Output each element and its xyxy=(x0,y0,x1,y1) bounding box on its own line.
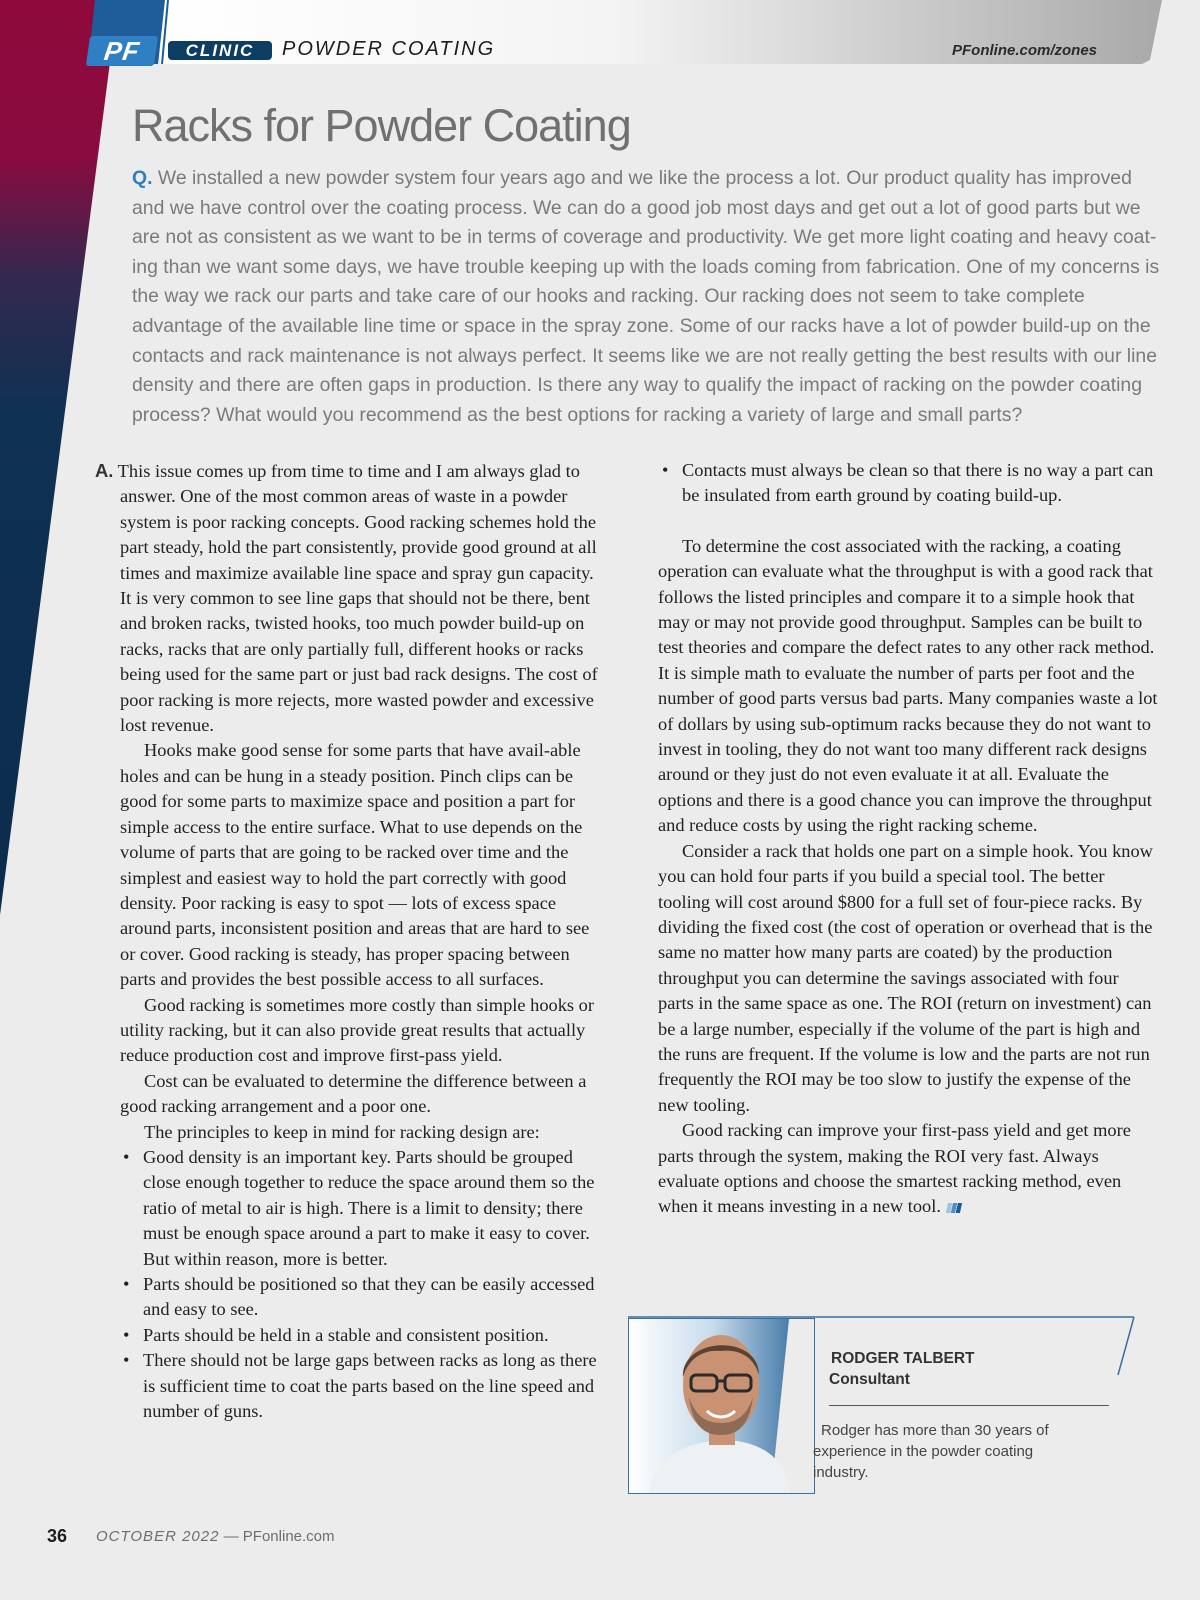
principles-list xyxy=(95,1145,605,1424)
article-title: Racks for Powder Coating xyxy=(132,100,631,151)
paragraph-closing xyxy=(658,1118,1158,1220)
paragraph-costly: Good racking is sometimes more costly than simple hooks or utility racking, but it can also provide great results that actually reduce production cost and improve first-pass yield. xyxy=(120,994,594,1066)
author-name: RODGER TALBERT xyxy=(831,1350,975,1367)
principles-list-continued xyxy=(658,458,1158,509)
question-paragraph xyxy=(132,164,1162,430)
clinic-badge: CLINIC xyxy=(168,41,272,60)
footer-date: OCTOBER 2022 xyxy=(96,1528,220,1545)
answer-intro-paragraph xyxy=(95,458,605,738)
end-mark-icon xyxy=(946,1203,962,1213)
principle-item: • There should not be large gaps between racks as long as there is sufficient time to coat the parts based on the line speed and number of guns. xyxy=(143,1348,605,1424)
paragraph-principles: The principles to keep in mind for racking design are: xyxy=(144,1121,540,1142)
pf-logo: PF xyxy=(86,36,158,66)
principle-item: • Good density is an important key. Parts should be grouped close enough together to reduce the space around them so the ratio of metal to air is high. There is a limit to density; there must be enough space around a part to make it easy to cover. But within reason, more is better. xyxy=(143,1145,605,1272)
principle-item: • Parts should be positioned so that they can be easily accessed and easy to see. xyxy=(143,1272,605,1323)
answer-column-left xyxy=(95,458,605,1424)
footer-issue-line xyxy=(96,1528,335,1545)
paragraph-cost-evaluation: Cost can be evaluated to determine the difference between a good racking arrangement and a poor one. xyxy=(120,1070,587,1117)
bio-divider xyxy=(829,1405,1109,1406)
question-text: We installed a new powder system four years ago and we like the process a lot. Our product quality has improved and we have control over the coating process. We can do a good job most days and get out a lot of good parts but we are not as consistent as we want to be in terms of coverage and productivity. We get more light coating and heavy coat-ing than we want some days, we have trouble keeping up with the loads coming from fabrication. One of my concerns is the way we rack our parts and take care of our hooks and racking. Our racking does not seem to take complete advantage of the available line time or space in the spray zone. Some of our racks have a lot of powder build-up on the contacts and rack maintenance is not always perfect. It seems like we are not really getting the best results with our line density and there are often gaps in production. Is there any way to qualify the impact of racking on the powder coating process? What would you recommend as the best options for racking a variety of large and small parts? xyxy=(132,167,1160,426)
answer-intro-text: This issue comes up from time to time and I am always glad to answer. One of the most common areas of waste in a powder system is poor racking concepts. Good racking schemes hold the part steady, hold the part consistently, provide good ground at all times and maximize available line space and spray gun capacity. It is very common to see line gaps that should not be there, bent and broken racks, twisted hooks, too much powder build-up on racks, racks that are only partially full, different hooks or racks being used for the same part or just bad rack designs. The cost of poor racking is more rejects, more wasted powder and excessive lost revenue. xyxy=(117,461,598,736)
author-role: Consultant xyxy=(829,1371,910,1388)
closing-text: Good racking can improve your first-pass yield and get more parts through the system, making the ROI very fast. Always evaluate options and choose the smartest racking method, even when it means investing in a new tool. xyxy=(658,1120,1131,1217)
footer-separator: — xyxy=(219,1528,243,1545)
principle-item: • Parts should be held in a stable and consistent position. xyxy=(143,1323,605,1348)
section-name: POWDER COATING xyxy=(282,38,496,60)
paragraph-determine-cost: To determine the cost associated with the racking, a coating operation can evaluate what the throughput is with a good rack that follows the listed principles and compare it to a simple hook that may or may not provide good throughput. Samples can be built to test theories and compare the defect rates to any other rack method. It is simple math to evaluate the number of parts per foot and the number of good parts versus bad parts. Many companies waste a lot of dollars by using sub-optimum racks because they do not want to invest in tooling, they do not want too many different rack designs around or they just do not even evaluate it at all. Evaluate the options and there is a good chance you can improve the throughput and reduce costs by using the right racking scheme. xyxy=(658,535,1158,836)
author-bio: Rodger has more than 30 years of experience in the powder coating industry. xyxy=(813,1422,1049,1481)
answer-column-right xyxy=(658,458,1158,1220)
paragraph-hooks: Hooks make good sense for some parts that have avail-able holes and can be hung in a steady position. Pinch clips can be good for some parts to maximize space and position a part for simple access to the entire surface. What to use depends on the volume of parts that are going to be racked over time and the simplest and easiest way to hold the part correctly with good density. Poor racking is easy to spot — lots of excess space around parts, inconsistent position and areas that are hard to see or cover. Good racking is steady, has proper spacing between parts and provides the best possible access to all surfaces. xyxy=(120,740,590,990)
answer-body-left xyxy=(95,738,605,1145)
header-url-link[interactable]: PFonline.com/zones xyxy=(952,42,1098,59)
footer-site-link[interactable]: PFonline.com xyxy=(242,1528,335,1545)
page-number: 36 xyxy=(47,1526,68,1546)
paragraph-consider-rack: Consider a rack that holds one part on a simple hook. You know you can hold four parts if you build a special tool. The better tooling will cost around $800 for a full set of four-piece racks. By dividing the fixed cost (the cost of operation or overhead that is the same no matter how many parts are coated) by the production throughput you can determine the savings associated with four parts in the same space as one. The ROI (return on investment) can be a large number, especially if the volume of the part is high and the runs are frequent. If the volume is low and the parts are not run frequently the ROI may be too slow to justify the expense of the new tooling. xyxy=(658,840,1153,1115)
answer-label: A. xyxy=(95,460,114,481)
author-photo xyxy=(628,1318,815,1494)
question-label: Q. xyxy=(132,167,153,189)
principle-item: • Contacts must always be clean so that there is no way a part can be insulated from earth ground by coating build-up. xyxy=(682,458,1158,509)
